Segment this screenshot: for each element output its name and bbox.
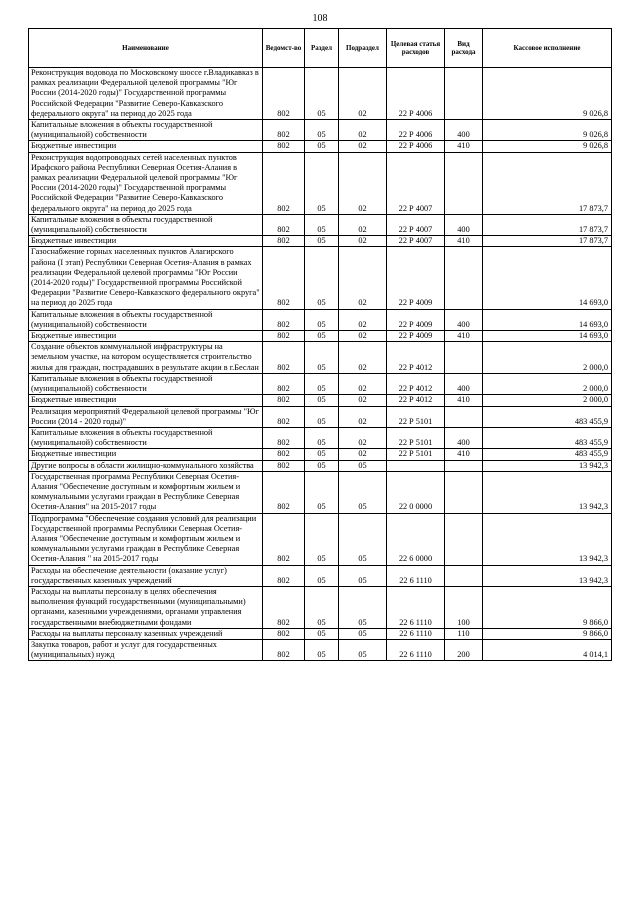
row-exp-type-cell: 410 <box>445 395 483 406</box>
table-row <box>29 331 612 342</box>
row-name-cell: Капитальные вложения в объекты государственной (муниципальной) собственности <box>29 120 263 141</box>
row-exp-type-cell <box>445 406 483 427</box>
row-amount-cell: 9 026,8 <box>483 120 612 141</box>
row-section-cell: 05 <box>305 586 339 628</box>
table-row <box>29 247 612 309</box>
table-row <box>29 395 612 406</box>
header-amount: Кассовое исполнение <box>483 29 612 68</box>
row-section-cell: 05 <box>305 639 339 660</box>
row-target-cell: 22 Р 4007 <box>387 152 445 214</box>
header-section: Раздел <box>305 29 339 68</box>
row-target-cell: 22 Р 5101 <box>387 406 445 427</box>
row-exp-type-cell <box>445 513 483 565</box>
header-dept: Ведомст-во <box>263 29 305 68</box>
row-subsection-cell: 05 <box>339 628 387 639</box>
row-name-cell: Реконструкция водопроводных сетей населенных пунктов Ирафского района Республики Северная Осетия-Алания в рамках реализации Федеральной целевой программы "Юг России (2014-2020 годы)" Государственной программы Российской Федерации "Развитие Северо-Кавказского федерального округа" на период до 2025 года <box>29 152 263 214</box>
row-amount-cell: 17 873,7 <box>483 214 612 235</box>
row-dept-cell: 802 <box>263 471 305 513</box>
row-dept-cell: 802 <box>263 460 305 471</box>
row-amount-cell: 17 873,7 <box>483 152 612 214</box>
row-name-cell: Бюджетные инвестиции <box>29 449 263 460</box>
row-section-cell: 05 <box>305 471 339 513</box>
row-dept-cell: 802 <box>263 331 305 342</box>
row-amount-cell: 14 693,0 <box>483 247 612 309</box>
row-amount-cell: 13 942,3 <box>483 565 612 586</box>
row-target-cell: 22 6 0000 <box>387 513 445 565</box>
row-dept-cell: 802 <box>263 214 305 235</box>
row-name-cell: Капитальные вложения в объекты государственной (муниципальной) собственности <box>29 214 263 235</box>
row-target-cell: 22 Р 4009 <box>387 247 445 309</box>
row-subsection-cell: 02 <box>339 247 387 309</box>
row-exp-type-cell: 110 <box>445 628 483 639</box>
row-target-cell: 22 Р 4012 <box>387 373 445 394</box>
row-name-cell: Капитальные вложения в объекты государственной (муниципальной) собственности <box>29 427 263 448</box>
row-amount-cell: 13 942,3 <box>483 513 612 565</box>
row-name-cell: Подпрограмма "Обеспечение создания условий для реализации Государственной программы Республики Северная Осетия-Алания "Обеспечение доступным и комфортным жильем и коммунальными услугами граждан в Республике Северная Осетия-Алания " на 2015-2017 годы <box>29 513 263 565</box>
row-section-cell: 05 <box>305 120 339 141</box>
row-target-cell: 22 0 0000 <box>387 471 445 513</box>
row-exp-type-cell: 400 <box>445 309 483 330</box>
row-section-cell: 05 <box>305 395 339 406</box>
row-name-cell: Капитальные вложения в объекты государственной (муниципальной) собственности <box>29 309 263 330</box>
row-exp-type-cell: 100 <box>445 586 483 628</box>
row-dept-cell: 802 <box>263 141 305 152</box>
row-name-cell: Бюджетные инвестиции <box>29 236 263 247</box>
row-name-cell: Расходы на выплаты персоналу в целях обеспечения выполнения функций государственными (муниципальными) органами, казенными учреждениями, органами управления государственными внебюджетными фондами <box>29 586 263 628</box>
row-exp-type-cell <box>445 247 483 309</box>
row-name-cell: Закупка товаров, работ и услуг для государственных (муниципальных) нужд <box>29 639 263 660</box>
row-subsection-cell: 05 <box>339 471 387 513</box>
table-row <box>29 68 612 120</box>
row-name-cell: Бюджетные инвестиции <box>29 141 263 152</box>
row-subsection-cell: 02 <box>339 141 387 152</box>
row-dept-cell: 802 <box>263 120 305 141</box>
row-amount-cell: 9 866,0 <box>483 628 612 639</box>
row-amount-cell: 2 000,0 <box>483 373 612 394</box>
row-exp-type-cell: 410 <box>445 449 483 460</box>
row-subsection-cell: 02 <box>339 309 387 330</box>
row-name-cell: Капитальные вложения в объекты государственной (муниципальной) собственности <box>29 373 263 394</box>
row-exp-type-cell <box>445 152 483 214</box>
row-amount-cell: 483 455,9 <box>483 449 612 460</box>
row-target-cell: 22 Р 4009 <box>387 331 445 342</box>
row-target-cell: 22 Р 4012 <box>387 395 445 406</box>
row-target-cell: 22 Р 4006 <box>387 141 445 152</box>
row-dept-cell: 802 <box>263 406 305 427</box>
table-row <box>29 406 612 427</box>
row-target-cell: 22 6 1110 <box>387 628 445 639</box>
row-amount-cell: 13 942,3 <box>483 460 612 471</box>
row-subsection-cell: 02 <box>339 342 387 374</box>
row-amount-cell: 4 014,1 <box>483 639 612 660</box>
row-amount-cell: 483 455,9 <box>483 406 612 427</box>
row-section-cell: 05 <box>305 565 339 586</box>
table-row <box>29 214 612 235</box>
table-row <box>29 427 612 448</box>
row-amount-cell: 13 942,3 <box>483 471 612 513</box>
header-name: Наименование <box>29 29 263 68</box>
row-subsection-cell: 02 <box>339 395 387 406</box>
row-section-cell: 05 <box>305 236 339 247</box>
row-subsection-cell: 02 <box>339 152 387 214</box>
row-section-cell: 05 <box>305 460 339 471</box>
row-section-cell: 05 <box>305 373 339 394</box>
row-dept-cell: 802 <box>263 586 305 628</box>
budget-table <box>28 28 612 661</box>
row-exp-type-cell <box>445 68 483 120</box>
row-section-cell: 05 <box>305 331 339 342</box>
row-dept-cell: 802 <box>263 342 305 374</box>
row-amount-cell: 483 455,9 <box>483 427 612 448</box>
row-target-cell: 22 Р 4006 <box>387 68 445 120</box>
page-number: 108 <box>312 13 328 24</box>
row-subsection-cell: 02 <box>339 120 387 141</box>
row-exp-type-cell <box>445 342 483 374</box>
row-target-cell: 22 Р 5101 <box>387 427 445 448</box>
row-subsection-cell: 05 <box>339 586 387 628</box>
row-dept-cell: 802 <box>263 513 305 565</box>
row-subsection-cell: 02 <box>339 214 387 235</box>
row-dept-cell: 802 <box>263 395 305 406</box>
row-target-cell: 22 6 1110 <box>387 565 445 586</box>
row-subsection-cell: 02 <box>339 427 387 448</box>
header-subsection: Подраздел <box>339 29 387 68</box>
row-name-cell: Расходы на выплаты персоналу казенных учреждений <box>29 628 263 639</box>
row-name-cell: Расходы на обеспечение деятельности (оказание услуг) государственных казенных учреждений <box>29 565 263 586</box>
row-amount-cell: 14 693,0 <box>483 309 612 330</box>
row-amount-cell: 14 693,0 <box>483 331 612 342</box>
table-row <box>29 628 612 639</box>
row-section-cell: 05 <box>305 513 339 565</box>
row-amount-cell: 17 873,7 <box>483 236 612 247</box>
row-exp-type-cell: 410 <box>445 141 483 152</box>
row-section-cell: 05 <box>305 427 339 448</box>
row-target-cell: 22 Р 4007 <box>387 236 445 247</box>
row-target-cell <box>387 460 445 471</box>
table-row <box>29 639 612 660</box>
row-name-cell: Создание объектов коммунальной инфраструктуры на земельном участке, на котором осуществляется строительство жилья для граждан, пострадавших в результате акции в г.Беслан <box>29 342 263 374</box>
row-dept-cell: 802 <box>263 628 305 639</box>
table-row <box>29 513 612 565</box>
row-section-cell: 05 <box>305 152 339 214</box>
row-amount-cell: 9 026,8 <box>483 68 612 120</box>
row-exp-type-cell: 410 <box>445 331 483 342</box>
row-amount-cell: 2 000,0 <box>483 395 612 406</box>
row-subsection-cell: 02 <box>339 236 387 247</box>
row-name-cell: Газоснабжение горных населенных пунктов Алагирского района (I этап) Республики Северная Осетия-Алания в рамках реализации Федеральной целевой программы "Юг России (2014-2020 годы)" Государственной программы Российской Федерации "Развитие Северо-Кавказского федерального округа" на период до 2025 года <box>29 247 263 309</box>
row-section-cell: 05 <box>305 214 339 235</box>
row-subsection-cell: 02 <box>339 406 387 427</box>
row-subsection-cell: 05 <box>339 460 387 471</box>
row-exp-type-cell: 400 <box>445 427 483 448</box>
table-row <box>29 586 612 628</box>
row-dept-cell: 802 <box>263 639 305 660</box>
row-exp-type-cell <box>445 460 483 471</box>
row-dept-cell: 802 <box>263 449 305 460</box>
row-exp-type-cell: 400 <box>445 373 483 394</box>
row-target-cell: 22 Р 4009 <box>387 309 445 330</box>
row-exp-type-cell: 410 <box>445 236 483 247</box>
table-row <box>29 152 612 214</box>
row-name-cell: Бюджетные инвестиции <box>29 395 263 406</box>
row-target-cell: 22 6 1110 <box>387 639 445 660</box>
row-subsection-cell: 02 <box>339 68 387 120</box>
row-exp-type-cell: 400 <box>445 214 483 235</box>
row-section-cell: 05 <box>305 309 339 330</box>
row-subsection-cell: 02 <box>339 449 387 460</box>
row-section-cell: 05 <box>305 628 339 639</box>
row-subsection-cell: 05 <box>339 513 387 565</box>
table-row <box>29 236 612 247</box>
row-subsection-cell: 02 <box>339 331 387 342</box>
row-dept-cell: 802 <box>263 152 305 214</box>
table-row <box>29 460 612 471</box>
row-amount-cell: 2 000,0 <box>483 342 612 374</box>
header-exp-type: Вид расхода <box>445 29 483 68</box>
row-section-cell: 05 <box>305 449 339 460</box>
table-row <box>29 120 612 141</box>
row-target-cell: 22 Р 4006 <box>387 120 445 141</box>
row-name-cell: Государственная программа Республики Северная Осетия-Алания "Обеспечение доступным и комфортным жильем и коммунальными услугами граждан в Республике Северная Осетия-Алания" на 2015-2017 годы <box>29 471 263 513</box>
table-row <box>29 373 612 394</box>
row-target-cell: 22 Р 5101 <box>387 449 445 460</box>
row-target-cell: 22 Р 4012 <box>387 342 445 374</box>
table-row <box>29 309 612 330</box>
row-dept-cell: 802 <box>263 309 305 330</box>
row-subsection-cell: 02 <box>339 373 387 394</box>
row-dept-cell: 802 <box>263 427 305 448</box>
table-row <box>29 449 612 460</box>
table-row <box>29 471 612 513</box>
row-amount-cell: 9 026,8 <box>483 141 612 152</box>
row-dept-cell: 802 <box>263 373 305 394</box>
header-target: Целевая статья расходов <box>387 29 445 68</box>
row-target-cell: 22 6 1110 <box>387 586 445 628</box>
row-exp-type-cell: 200 <box>445 639 483 660</box>
row-section-cell: 05 <box>305 68 339 120</box>
row-dept-cell: 802 <box>263 565 305 586</box>
row-exp-type-cell: 400 <box>445 120 483 141</box>
row-section-cell: 05 <box>305 247 339 309</box>
row-subsection-cell: 05 <box>339 565 387 586</box>
row-amount-cell: 9 866,0 <box>483 586 612 628</box>
row-name-cell: Реализация мероприятий Федеральной целевой программы "Юг России (2014 - 2020 годы)" <box>29 406 263 427</box>
row-dept-cell: 802 <box>263 247 305 309</box>
row-exp-type-cell <box>445 565 483 586</box>
row-section-cell: 05 <box>305 406 339 427</box>
row-name-cell: Бюджетные инвестиции <box>29 331 263 342</box>
row-section-cell: 05 <box>305 342 339 374</box>
row-dept-cell: 802 <box>263 236 305 247</box>
row-section-cell: 05 <box>305 141 339 152</box>
table-row <box>29 565 612 586</box>
table-row <box>29 342 612 374</box>
row-name-cell: Другие вопросы в области жилищно-коммунального хозяйства <box>29 460 263 471</box>
row-subsection-cell: 05 <box>339 639 387 660</box>
row-exp-type-cell <box>445 471 483 513</box>
table-header-row <box>29 29 612 68</box>
table-row <box>29 141 612 152</box>
row-dept-cell: 802 <box>263 68 305 120</box>
row-target-cell: 22 Р 4007 <box>387 214 445 235</box>
row-name-cell: Реконструкция водовода по Московскому шоссе г.Владикавказ в рамках реализации Федеральной целевой программы "Юг России (2014-2020 годы)" Государственной программы Российской Федерации "Развитие Северо-Кавказского федерального округа" на период до 2025 года <box>29 68 263 120</box>
